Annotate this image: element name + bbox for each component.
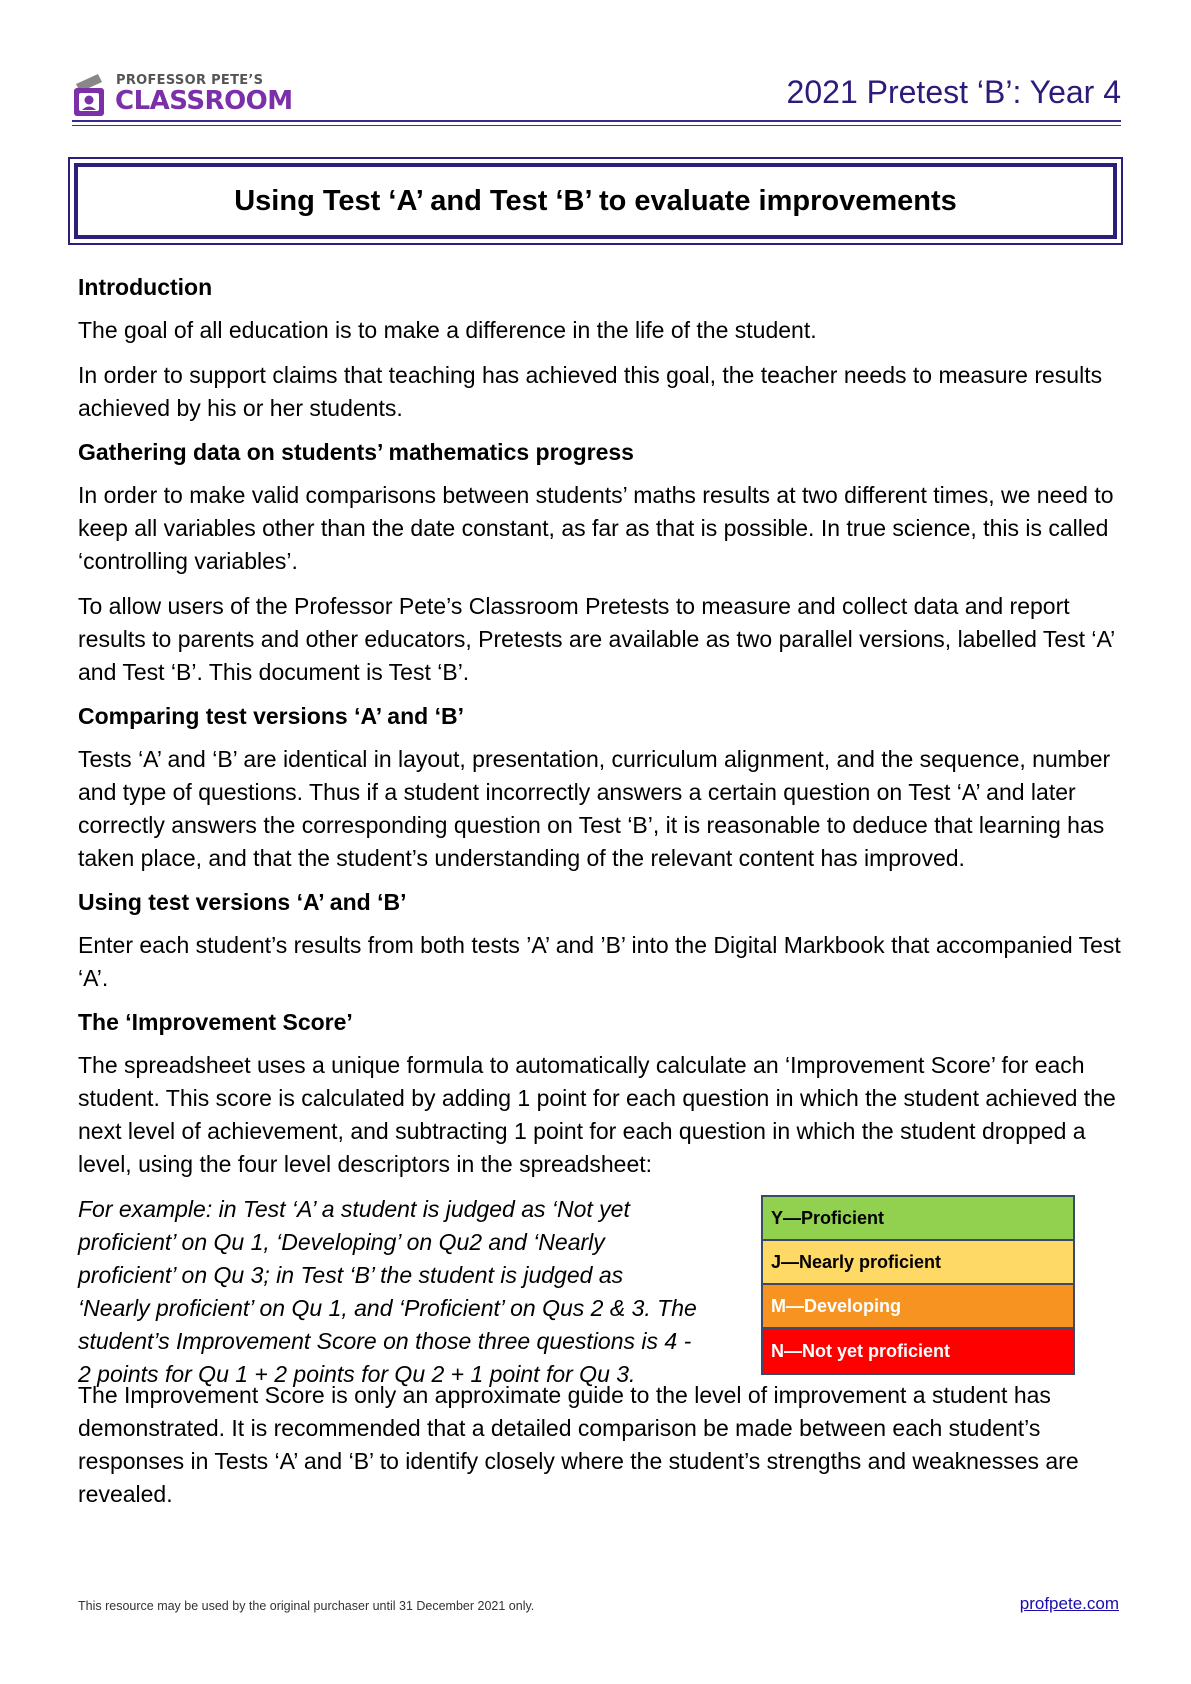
paragraph: To allow users of the Professor Pete’s Classroom Pretests to measure and collect data and report results to parents and other educators, Pretests are available as two parallel versions, labelled Test ‘A’ and Test ‘B’. This document is Test ‘B’. <box>78 593 1115 685</box>
example-row <box>78 1193 1123 1387</box>
main-content <box>78 272 1123 1523</box>
paragraph: The goal of all education is to make a difference in the life of the student. <box>78 317 817 343</box>
paragraph: In order to make valid comparisons between students’ maths results at two different times, we need to keep all variables other than the date constant, as far as that is possible. In true science, this is called ‘controlling variables’. <box>78 482 1114 574</box>
paragraph: Enter each student’s results from both tests ’A’ and ’B’ into the Digital Markbook that accompanied Test ‘A’. <box>78 932 1121 991</box>
paragraph: In order to support claims that teaching has achieved this goal, the teacher needs to measure results achieved by his or her students. <box>78 362 1103 421</box>
level-label: N—Not yet proficient <box>771 1340 951 1361</box>
paragraph: Tests ‘A’ and ‘B’ are identical in layout, presentation, curriculum alignment, and the sequence, number and type of questions. Thus if a student incorrectly answers a certain question on Test ‘A’ and later correctly answers the corresponding question on Test ‘B’, it is reasonable to deduce that learning has taken place, and that the student’s understanding of the relevant content has improved. <box>78 746 1111 871</box>
title-box <box>68 157 1123 245</box>
level-label: Y—Proficient <box>771 1207 885 1228</box>
brand-logo <box>72 70 293 120</box>
section-heading-gathering: Gathering data on students’ mathematics progress <box>78 439 634 465</box>
paragraph: The Improvement Score is only an approximate guide to the level of improvement a student has demonstrated. It is recommended that a detailed comparison be made between each student’s responses in Tests ‘A’ and ‘B’ to identify closely where the student’s strengths and weaknesses are revealed. <box>78 1382 1079 1507</box>
level-descriptors-table <box>761 1195 1075 1375</box>
paragraph: The spreadsheet uses a unique formula to automatically calculate an ‘Improvement Score’ for each student. This score is calculated by adding 1 point for each question in which the student achieved the next level of achievement, and subtracting 1 point for each question in which the student dropped a level, using the four level descriptors in the spreadsheet: <box>78 1052 1116 1177</box>
logo-small-text: PROFESSOR PETE’S <box>116 73 264 88</box>
title-box-inner <box>74 163 1117 239</box>
footer-note: This resource may be used by the original purchaser until 31 December 2021 only. <box>78 1599 535 1613</box>
page-title: Using Test ‘A’ and Test ‘B’ to evaluate improvements <box>234 184 957 217</box>
footer-link[interactable]: profpete.com <box>1019 1594 1119 1613</box>
level-row-not-yet-proficient <box>763 1329 1073 1373</box>
section-heading-improvement: The ‘Improvement Score’ <box>78 1009 353 1035</box>
level-row-nearly-proficient <box>763 1241 1073 1285</box>
level-row-proficient <box>763 1197 1073 1241</box>
header-title: 2021 Pretest ‘B’: Year 4 <box>786 74 1121 110</box>
logo-big-text: CLASSROOM <box>115 86 293 116</box>
level-label: M—Developing <box>771 1295 902 1316</box>
classroom-logo-icon <box>72 70 108 118</box>
level-row-developing <box>763 1285 1073 1329</box>
section-heading-comparing: Comparing test versions ‘A’ and ‘B’ <box>78 703 464 729</box>
section-heading-introduction: Introduction <box>78 274 213 300</box>
section-heading-using: Using test versions ‘A’ and ‘B’ <box>78 889 407 915</box>
example-text: For example: in Test ‘A’ a student is judged as ‘Not yet proficient’ on Qu 1, ‘Developing’ on Qu2 and ‘Nearly proficient’ on Qu 3; in Test ‘B’ the student is judged as ‘Nearly proficient’ on Qu 1, and ‘Proficient’ on Qus 2 & 3. The student’s Improvement Score on those three questions is 4 - 2 points for Qu 1 + 2 points for Qu 2 + 1 point for Qu 3. <box>78 1196 697 1387</box>
header-divider <box>72 120 1121 122</box>
header-divider-thin <box>72 125 1121 126</box>
level-label: J—Nearly proficient <box>771 1251 942 1272</box>
